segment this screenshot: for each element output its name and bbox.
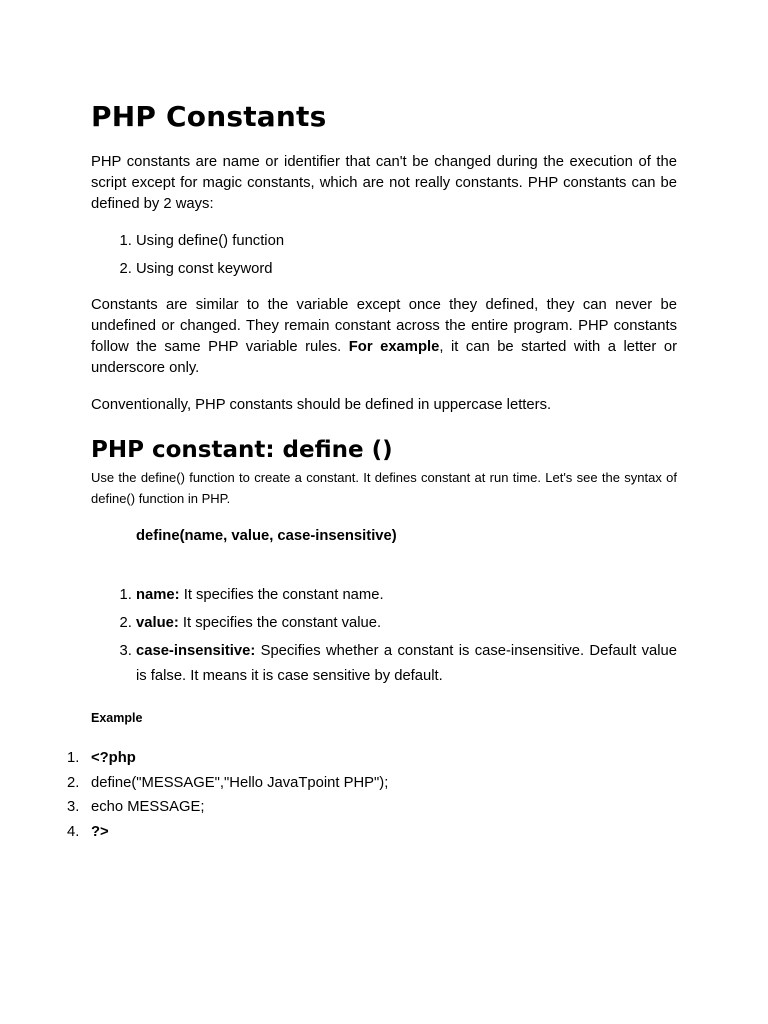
intro-paragraph: PHP constants are name or identifier that can't be changed during the execution of the script except for magic constants, which are not really constants. PHP constants can be defined by 2 ways:: [91, 154, 677, 212]
code-line: [67, 820, 677, 845]
param-term: case-insensitive:: [136, 643, 256, 659]
code-line: [67, 795, 677, 820]
code-text: echo MESSAGE;: [91, 799, 205, 815]
list-item: [136, 583, 677, 608]
list-item: [136, 611, 677, 636]
page-title: PHP Constants: [91, 100, 327, 133]
line-number: 1.: [67, 750, 80, 766]
convention-paragraph: Conventionally, PHP constants should be defined in uppercase letters.: [91, 397, 552, 413]
ways-list: [91, 231, 677, 280]
param-desc: It specifies the constant name.: [179, 587, 384, 603]
constants-paragraph: [91, 295, 677, 379]
list-item: [136, 639, 677, 689]
document-content: [67, 98, 677, 844]
paragraph-text: , it can be started with a letter or underscore only.: [91, 339, 677, 376]
code-line: [67, 771, 677, 796]
code-text: ?>: [91, 823, 109, 840]
param-desc: Specifies whether a constant is case-insensitive. Default value is false. It means it is case sensitive by default.: [136, 643, 677, 684]
syntax-line: define(name, value, case-insensitive): [136, 528, 397, 544]
param-term: value:: [136, 615, 179, 631]
params-list: [91, 583, 677, 689]
code-listing: [67, 746, 677, 844]
bold-phrase: For example: [348, 339, 440, 355]
line-number: 3.: [67, 799, 80, 815]
code-text: define("MESSAGE","Hello JavaTpoint PHP");: [91, 774, 389, 791]
param-term: name:: [136, 587, 180, 603]
paragraph-text: Constants are similar to the variable except once they defined, they can never be undefined or changed. They remain constant across the entire program. PHP constants follow the same PHP variable rules.: [91, 297, 677, 355]
define-intro-paragraph: Use the define() function to create a constant. It defines constant at run time. Let's see the syntax of define() function in PHP.: [91, 470, 677, 506]
list-item: 2. Using const keyword: [136, 259, 677, 280]
code-text: <?php: [91, 750, 136, 766]
code-line: [67, 746, 677, 771]
param-desc: It specifies the constant value.: [178, 615, 382, 631]
line-number: 4.: [67, 823, 80, 840]
line-number: 2.: [67, 774, 80, 791]
list-item: 1. Using define() function: [136, 231, 677, 252]
example-label: Example: [91, 711, 143, 725]
section-heading: PHP constant: define (): [91, 437, 393, 463]
